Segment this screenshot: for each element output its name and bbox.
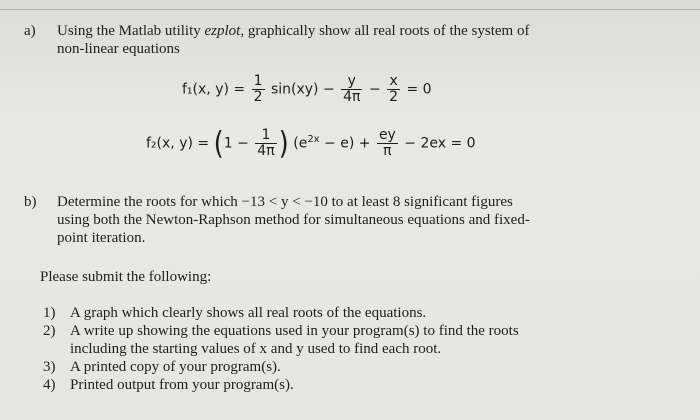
eq2-frac2-den: π (377, 143, 398, 159)
eq2-lhs: f₂(x, y) = (146, 135, 214, 152)
part-a-line2: non-linear equations (57, 41, 180, 57)
eq1-frac3-den: 2 (389, 89, 399, 105)
part-a-line1-post: , graphically show all real roots of the system of (240, 23, 530, 39)
eq2-paren-close: ) (278, 125, 289, 162)
eq1-frac1-den: 2 (253, 89, 263, 105)
part-a-line1 (57, 22, 529, 40)
eq2-frac2-num: ey (378, 127, 396, 143)
eq2-exponent: 2x (307, 133, 320, 145)
eq1-frac3-num: x (389, 73, 398, 89)
eq2-frac1 (255, 128, 276, 159)
eq2-frac2 (377, 128, 398, 159)
eq1-frac2-num: y (347, 73, 356, 89)
eq2-exp-tail: − e) + (319, 135, 375, 152)
part-b-line1: Determine the roots for which −13 < y < −10 to at least 8 significant figures (57, 194, 513, 210)
submit-heading: Please submit the following: (40, 269, 212, 285)
equation-f2 (146, 125, 476, 162)
eq2-frac1-num: 1 (261, 127, 271, 143)
eq2-exp-open: (e (293, 135, 308, 152)
page-top-rule (0, 9, 700, 10)
submit-item-text: Printed output from your program(s). (70, 377, 294, 393)
submit-item-num: 2) (43, 323, 56, 339)
eq1-frac1 (252, 74, 265, 105)
part-a-line1-pre: Using the Matlab utility (57, 23, 205, 39)
part-b-label: b) (24, 194, 37, 210)
eq1-frac2-den: 4π (343, 89, 361, 105)
eq2-one-minus: 1 − (223, 135, 254, 152)
submit-item-text: A write up showing the equations used in your program(s) to find the roots (70, 323, 519, 339)
submit-item-text: A printed copy of your program(s). (70, 359, 281, 375)
part-a-label: a) (24, 23, 36, 39)
eq1-frac3 (387, 74, 400, 105)
eq1-frac1-num: 1 (253, 73, 263, 89)
eq2-rhs: − 2ex = 0 (404, 135, 476, 152)
eq1-frac2 (341, 74, 362, 105)
submit-item-text: A graph which clearly shows all real roots of the equations. (70, 305, 427, 321)
eq1-rhs: = 0 (406, 81, 432, 98)
eq2-frac1-den: 4π (257, 143, 275, 159)
part-b-line3: point iteration. (57, 230, 146, 246)
eq1-lhs: f₁(x, y) = (182, 81, 250, 98)
submit-item-num: 3) (43, 359, 56, 375)
submit-item-text: including the starting values of x and y used to find each root. (70, 341, 442, 357)
equation-f1 (182, 74, 432, 105)
submit-item-num: 1) (43, 305, 56, 321)
eq1-sin-term: sin(xy) − (270, 81, 340, 98)
submit-item-num: 4) (43, 377, 56, 393)
eq1-minus: − (368, 81, 386, 98)
ezplot-term: ezplot (204, 23, 241, 39)
part-b-line2: using both the Newton-Raphson method for simultaneous equations and fixed- (57, 212, 530, 228)
eq2-paren-open: ( (213, 125, 224, 162)
